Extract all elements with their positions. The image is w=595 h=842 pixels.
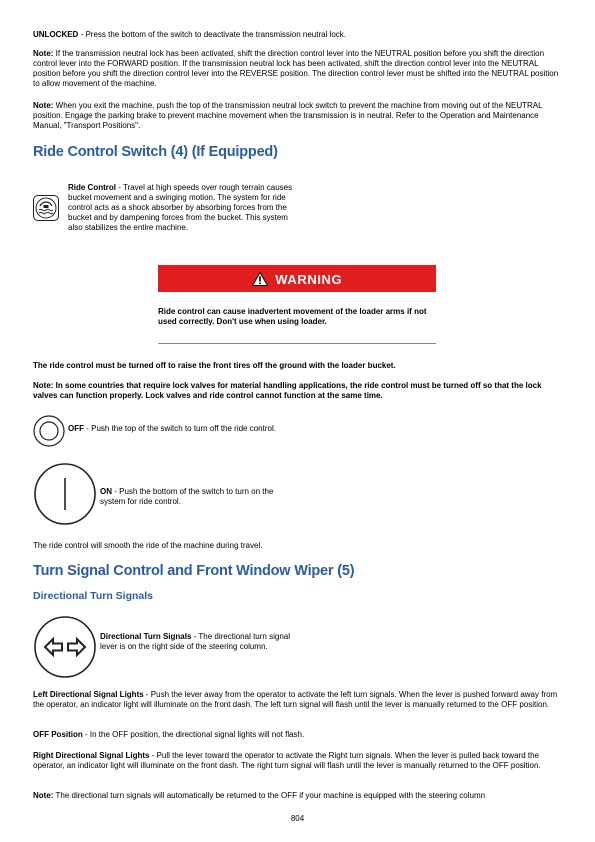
directional-turn-signals-description — [100, 632, 295, 652]
note-text: If the transmission neutral lock has been activated, shift the direction control lever into the NEUTRAL position before you shift the direction control lever into the FORWARD position. If the transmission neutral lock has been activated, shift the direction control lever into the NEUTRAL position before you shift the direction control lever into the REVERSE position. The direction control lever must be shifted into the NEUTRAL position to allow movement of the machine. — [33, 49, 559, 88]
warning-triangle-icon — [252, 272, 268, 286]
warning-divider — [158, 343, 436, 344]
unlocked-text: - Press the bottom of the switch to deactivate the transmission neutral lock. — [78, 30, 347, 39]
on-term: ON — [100, 487, 112, 496]
note-neutral-lock — [33, 49, 563, 89]
warning-banner — [158, 265, 436, 292]
on-text: - Push the bottom of the switch to turn on the system for ride control. — [100, 487, 274, 506]
turn-signal-heading: Turn Signal Control and Front Window Wiper (5) — [33, 563, 355, 579]
off-position-term: OFF Position — [33, 730, 83, 739]
ride-control-term: Ride Control — [68, 183, 116, 192]
off-position-text: - In the OFF position, the directional signal lights will not flash. — [82, 730, 305, 739]
right-text: - Pull the lever toward the operator to activate the Right turn signals. When the lever is pulled back toward the operator, an indicator light will illuminate on the front dash. The right turn signal will flash until the lever is manually returned to the OFF position. — [33, 751, 541, 770]
note-text: The directional turn signals will automatically be returned to the OFF if your machine is equipped with the steering column — [53, 791, 486, 800]
right-term: Right Directional Signal Lights — [33, 751, 150, 760]
note-label: Note: — [33, 49, 54, 58]
off-text: - Push the top of the switch to turn off the ride control. — [84, 424, 276, 433]
ride-control-bold-notice: The ride control must be turned off to raise the front tires off the ground with the loader bucket. — [33, 361, 396, 370]
left-term: Left Directional Signal Lights — [33, 690, 144, 699]
turn-signal-arrows-icon — [33, 615, 97, 679]
note-exit-machine — [33, 101, 563, 131]
switch-on-description — [100, 487, 290, 507]
warning-text: Ride control can cause inadvertent movement of the loader arms if not used correctly. Don't use when using loader. — [158, 307, 427, 326]
page-number: 804 — [290, 814, 305, 823]
right-signal-paragraph — [33, 751, 563, 771]
note-label: Note: — [33, 791, 54, 800]
off-position-paragraph — [33, 730, 563, 740]
dir-term: Directional Turn Signals — [100, 632, 192, 641]
ride-control-smooth-text: The ride control will smooth the ride of the machine during travel. — [33, 541, 263, 550]
ride-control-lock-valve-note: Note: In some countries that require lock valves for material handling applications, the ride control must be turned off so that the lock valves can function properly. Lock valves and ride control cannot function at the same time. — [33, 381, 542, 400]
ride-control-description — [68, 183, 293, 233]
off-term: OFF — [68, 424, 84, 433]
dir-text: - The directional turn signal lever is on the right side of the steering column. — [100, 632, 290, 651]
directional-turn-signals-subheading: Directional Turn Signals — [33, 590, 153, 602]
warning-label: WARNING — [275, 272, 343, 287]
left-signal-paragraph — [33, 690, 563, 710]
unlocked-paragraph — [33, 30, 563, 40]
switch-off-description — [68, 424, 283, 434]
note-label: Note: — [33, 101, 54, 110]
left-text: - Push the lever away from the operator to activate the left turn signals. When the lever is pushed forward away from the operator, an indicator light will illuminate on the front dash. The left turn signal will flash until the lever is manually returned to the OFF position. — [33, 690, 558, 709]
note-text: When you exit the machine, push the top of the transmission neutral lock switch to prevent the machine from moving out of the NEUTRAL position. Engage the parking brake to prevent machine movement when the transmission is in neutral. Refer to the Operation and Maintenance Manual, "Transport Positions". — [33, 101, 543, 130]
ride-control-text: - Travel at high speeds over rough terrain causes bucket movement and a swinging motion. The system for ride control acts as a shock absorber by absorbing forces from the bucket and by dampening forces from the bucket. This system also stabilizes the entire machine. — [68, 183, 293, 232]
turn-signal-note — [33, 791, 563, 801]
switch-on-icon — [33, 462, 97, 526]
unlocked-term: UNLOCKED — [33, 30, 79, 39]
ride-control-heading: Ride Control Switch (4) (If Equipped) — [33, 144, 278, 160]
switch-off-icon — [33, 415, 65, 447]
ride-control-icon — [33, 195, 59, 221]
